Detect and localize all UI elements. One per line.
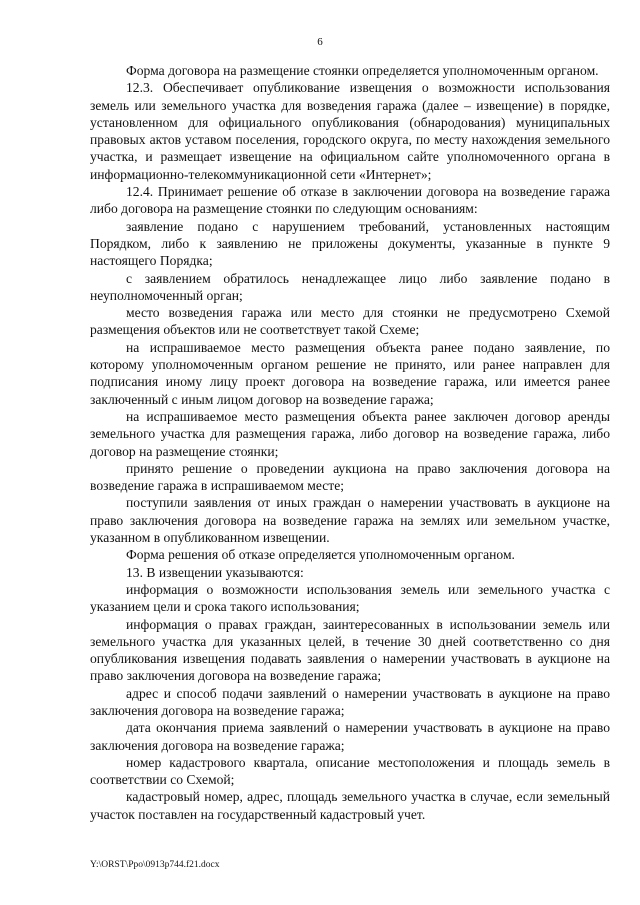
paragraph: номер кадастрового квартала, описание местоположения и площадь земель в соответствии со Схемой; [90,754,610,788]
paragraph: Форма решения об отказе определяется уполномоченным органом. [126,547,515,563]
paragraph: кадастровый номер, адрес, площадь земельного участка в случае, если земельный участок поставлен на государственный кадастровый учет. [90,789,610,822]
paragraph: 13. В извещении указываются: [126,564,304,580]
paragraph: Форма договора на размещение стоянки определяется уполномоченным органом. [126,63,599,78]
paragraph: на испрашиваемое место размещения объекта ранее подано заявление, по которому уполномоченным органом решение не принято, или ранее направлен для подписания иному лицу проект договора на возведение гаража, или имеется ранее заключенный с иным лицом договор на возведение гаража; [90,339,610,407]
document-body [90,62,610,823]
paragraph: поступили заявления от иных граждан о намерении участвовать в аукционе на право заключения договора на возведение гаража на землях или земельном участке, указанном в опубликованном извещении. [90,495,610,546]
paragraph: информация о возможности использования земель или земельного участка с указанием цели и срока такого использования; [90,581,610,615]
paragraph: дата окончания приема заявлений о намерении участвовать в аукционе на право заключения договора на возведение гаража; [90,720,610,753]
page-number: 6 [317,36,323,48]
paragraph: на испрашиваемое место размещения объекта ранее заключен договор аренды земельного участка для размещения гаража, либо договор на возведение гаража, либо договор на размещение стоянки; [90,408,610,459]
file-path-footer: Y:\ORST\Ppo\0913p744.f21.docx [90,860,220,870]
paragraph: информация о правах граждан, заинтересованных в использовании земель или земельного участка для указанных целей, в течение 30 дней соответственно со дня опубликования извещения подавать заявления о намерении участвовать в аукционе на право заключения договора на возведение гаража; [90,616,610,684]
paragraph: 12.4. Принимает решение об отказе в заключении договора на возведение гаража либо договора на размещение стоянки по следующим основаниям: [90,184,610,217]
paragraph: адрес и способ подачи заявлений о намерении участвовать в аукционе на право заключения договора на возведение гаража; [90,685,610,718]
paragraph: принято решение о проведении аукциона на право заключения договора на возведение гаража в испрашиваемом месте; [90,460,610,494]
paragraph: заявление подано с нарушением требований, установленных настоящим Порядком, либо к заявлению не приложены документы, указанные в пункте 9 настоящего Порядка; [90,218,610,269]
paragraph: 12.3. Обеспечивает опубликование извещения о возможности использования земель или земельного участка для возведения гаража (далее – извещение) в порядке, установленном для официального опубликования (обнародования) муниципальных правовых актов уставом поселения, городского округа, по месту нахождения земельного участка, и размещает извещение на официальном сайте уполномоченного органа в информационно-телекоммуникационной сети «Интернет»; [90,80,610,182]
paragraph: место возведения гаража или место для стоянки не предусмотрено Схемой размещения объектов или не соответствует такой Схеме; [90,305,610,338]
paragraph: с заявлением обратилось ненадлежащее лицо либо заявление подано в неуполномоченный орган; [90,270,610,303]
